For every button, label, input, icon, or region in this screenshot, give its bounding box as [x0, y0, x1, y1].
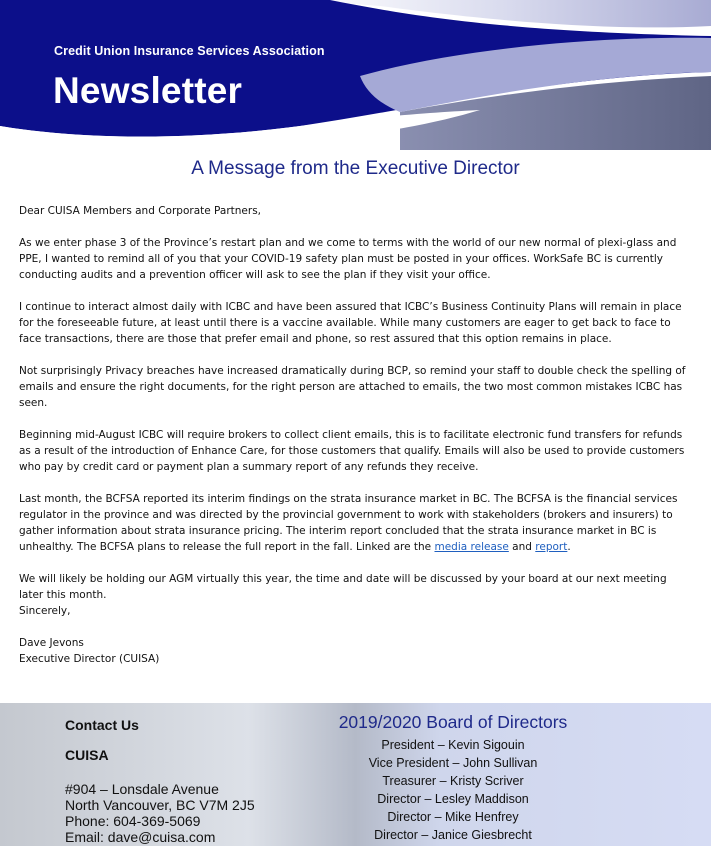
letter-body — [19, 203, 691, 667]
contact-section — [65, 717, 255, 845]
board-member-treasurer: Treasurer – Kristy Scriver — [382, 774, 524, 788]
contact-address-line1: #904 – Lonsdale Avenue — [65, 781, 219, 797]
contact-email[interactable]: Email: dave@cuisa.com — [65, 829, 216, 845]
paragraph-privacy: Not surprisingly Privacy breaches have increased dramatically during BCP, so remind your staff to double check the spelling of emails and ensure the right documents, for the right person are attached to emails, the two most common mistakes ICBC has seen. — [19, 365, 686, 409]
signer-title: Executive Director (CUISA) — [19, 653, 160, 665]
board-member-director-3: Director – Janice Giesbrecht — [374, 828, 532, 842]
message-heading: A Message from the Executive Director — [191, 158, 520, 179]
board-section — [303, 712, 603, 844]
board-member-director-2: Director – Mike Henfrey — [387, 810, 519, 824]
contact-title: Contact Us — [65, 717, 139, 733]
contact-org: CUISA — [65, 747, 109, 763]
board-title: 2019/2020 Board of Directors — [338, 712, 568, 732]
newsletter-title: Newsletter — [53, 70, 243, 111]
board-member-president: President – Kevin Sigouin — [381, 738, 525, 752]
board-member-director-1: Director – Lesley Maddison — [377, 792, 529, 806]
contact-address-line2: North Vancouver, BC V7M 2J5 — [65, 797, 255, 813]
paragraph-covid-plan: As we enter phase 3 of the Province’s restart plan and we come to terms with the world of our new normal of plexi-glass and PPE, I wanted to remind all of you that your COVID-19 safety plan must be posted in your offices. WorkSafe BC is currently conducting audits and a prevention officer will ask to see the plan if they visit your office. — [19, 237, 677, 281]
closing: Sincerely, — [19, 605, 71, 617]
report-link[interactable]: report — [535, 541, 568, 553]
bcfsa-text: Last month, the BCFSA reported its interim findings on the strata insurance market in BC. The BCFSA is the financial services regulator in the province and was directed by the provincial government to work with stakeholders (brokers and insurers) to gather information about strata insurance pricing. The interim report concluded that the strata insurance market in BC is unhealthy. The BCFSA plans to release the full report in the fall. Linked are the — [19, 493, 678, 553]
bcfsa-connector: and — [512, 541, 532, 553]
paragraph-bcfsa — [19, 491, 691, 555]
board-member-vice-president: Vice President – John Sullivan — [368, 756, 538, 770]
contact-phone: Phone: 604-369-5069 — [65, 813, 201, 829]
bcfsa-end: . — [567, 541, 571, 553]
salutation: Dear CUISA Members and Corporate Partners, — [19, 205, 262, 217]
organization-name: Credit Union Insurance Services Association — [54, 44, 325, 58]
media-release-link[interactable]: media release — [434, 541, 509, 553]
paragraph-agm: We will likely be holding our AGM virtually this year, the time and date will be discussed by your board at our next meeting later this month. — [19, 573, 667, 601]
signature-block — [19, 635, 691, 667]
signer-name: Dave Jevons — [19, 637, 84, 649]
newsletter-header — [0, 0, 711, 150]
footer — [0, 703, 711, 846]
paragraph-client-emails: Beginning mid-August ICBC will require brokers to collect client emails, this is to facilitate electronic fund transfers for refunds as a result of the introduction of Enhance Care, for those customers that qualify. Emails will also be used to provide customers who pay by credit card or payment plan a summary report of any refunds they receive. — [19, 429, 685, 473]
paragraph-icbc-bcp: I continue to interact almost daily with ICBC and have been assured that ICBC’s Business Continuity Plans will remain in place for the foreseeable future, at least until there is a vaccine available. While many customers are eager to get back to face to face transactions, there are those that prefer email and phone, so rest assured that this option remains in place. — [19, 301, 682, 345]
